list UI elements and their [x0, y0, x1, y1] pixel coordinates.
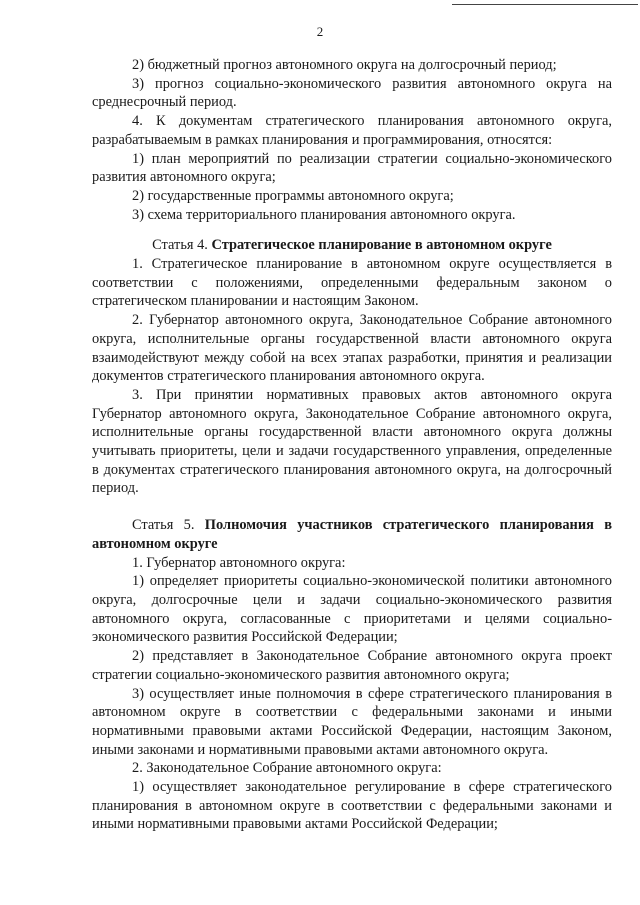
list-item: 3) схема территориального планирования автономного округа. [132, 206, 516, 223]
paragraph: 1. Стратегическое планирование в автономном округе осуществляется в соответствии с положениями, определенными федеральным законом о стратегическом планировании и настоящим Законом. [92, 256, 612, 310]
article-4-title: Стратегическое планирование в автономном округе [211, 237, 552, 254]
top-rule [452, 4, 638, 5]
list-item: 1) определяет приоритеты социально-экономической политики автономного округа, долгосрочные цели и задачи социально-экономического развития автономного округа, согласованные с приоритетами и целями социально-экономического развития Российской Федерации; [92, 573, 612, 646]
article-5-title: Полномочия участников стратегического планирования в автономном округе [92, 517, 612, 552]
document-body [92, 56, 612, 834]
page-number: 2 [316, 24, 324, 39]
paragraph: 2. Законодательное Собрание автономного округа: [132, 760, 442, 777]
list-item: 1) осуществляет законодательное регулирование в сфере стратегического планирования в автономном округе в соответствии с федеральными законами и иными нормативными правовыми актами Российской Федерации; [92, 779, 612, 833]
list-item: 3) прогноз социально-экономического развития автономного округа на среднесрочный период. [92, 75, 612, 111]
list-item: 2) государственные программы автономного округа; [132, 187, 454, 204]
paragraph: 3. При принятии нормативных правовых актов автономного округа Губернатор автономного округа, Законодательное Собрание автономного округа, исполнительные органы государственной власти автономного округа должны учитывать приоритеты, цели и задачи государственного управления, определенные в документах стратегического планирования автономного округа, на долгосрочный период. [92, 386, 612, 497]
list-item: 2) представляет в Законодательное Собрание автономного округа проект стратегии социально-экономического развития автономного округа; [92, 648, 612, 683]
article-5-heading [92, 516, 612, 553]
article-4-heading [92, 236, 612, 255]
list-item: 1) план мероприятий по реализации стратегии социально-экономического развития автономного округа; [92, 150, 612, 186]
paragraph: 2. Губернатор автономного округа, Законодательное Собрание автономного округа, исполнительные органы государственной власти автономного округа взаимодействуют между собой на всех этапах разработки, принятия и реализации документов стратегического планирования автономного округа. [92, 312, 612, 385]
list-item: 2) бюджетный прогноз автономного округа на долгосрочный период; [132, 57, 557, 73]
paragraph: 4. К документам стратегического планирования автономного округа, разрабатываемым в рамках планирования и программирования, относятся: [92, 113, 612, 148]
article-5-prefix: Статья 5. [132, 517, 195, 534]
list-item: 3) осуществляет иные полномочия в сфере стратегического планирования в автономном округе в соответствии с федеральными законами и иными нормативными правовыми актами Российской Федерации, настоящим Законом, иными законами и нормативными правовыми актами автономного округа. [92, 685, 612, 758]
article-4-prefix: Статья 4. [152, 237, 208, 254]
paragraph: 1. Губернатор автономного округа: [132, 554, 346, 571]
